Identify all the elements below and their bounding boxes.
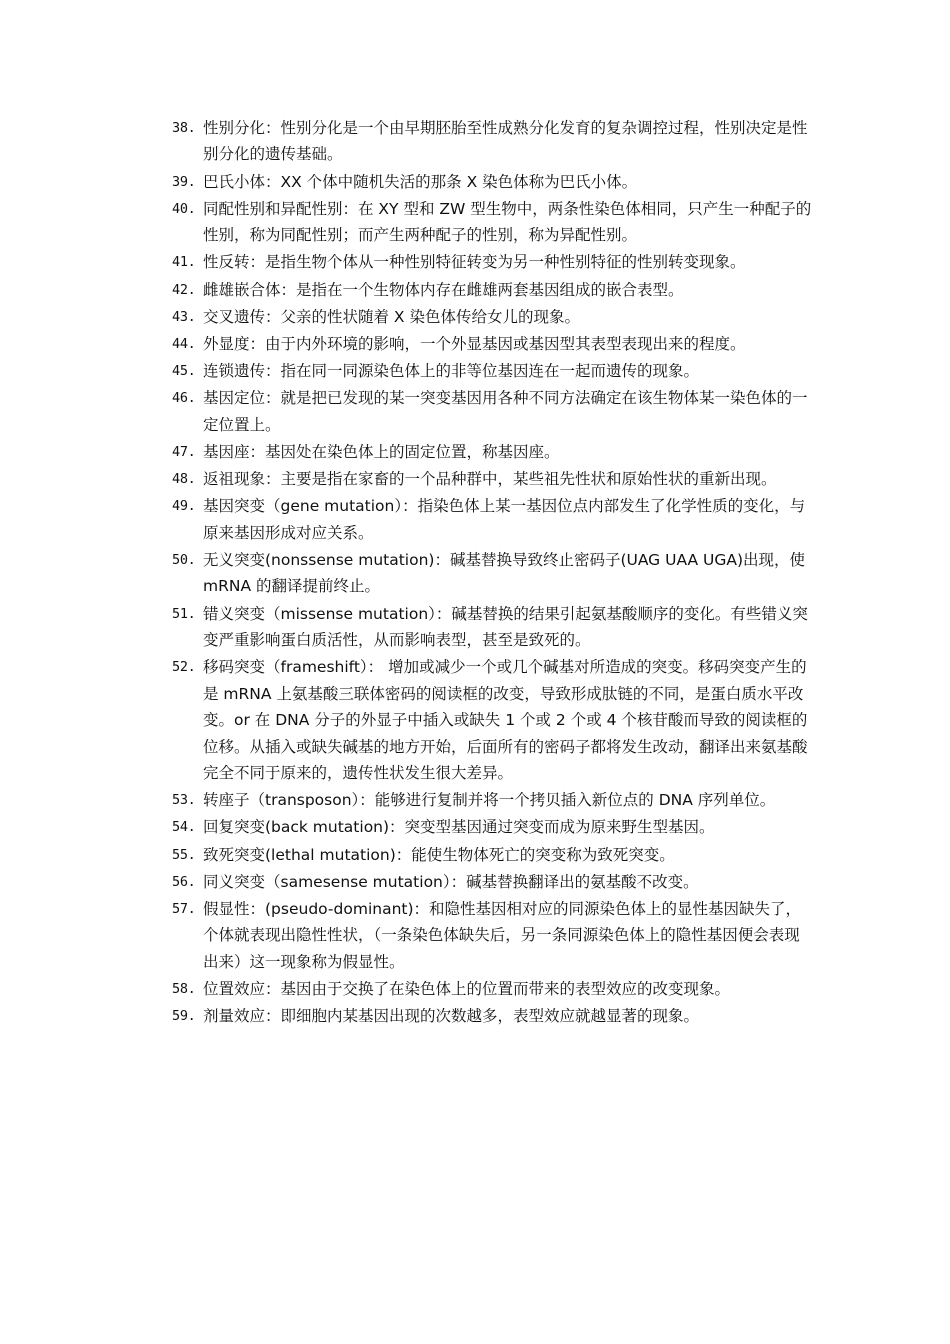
item-number: 49. [172,498,196,515]
item-number: 57. [172,900,196,917]
definition-item [172,169,812,195]
definition-item [172,493,812,546]
item-number: 44. [172,336,196,353]
definition-item [172,358,812,384]
item-text: 转座子（transposon）：能够进行复制并将一个拷贝插入新位点的 DNA 序列单位。 [203,791,776,810]
definition-item [172,115,812,168]
item-text: 移码突变（frameshift）： 增加或减少一个或几个碱基对所造成的突变。移码突变产生的是 mRNA 上氨基酸三联体密码的阅读框的改变，导致形成肽链的不同，是蛋白质水平改变。or 在 DNA 分子的外显子中插入或缺失 1 个或 2 个或 4 个核苷酸而导致的阅读框的位移。从插入或缺失碱基的地方开始，后面所有的密码子都将发生改动，翻译出来氨基酸完全不同于原来的，遗传性状发生很大差异。 [203,658,808,782]
item-text: 性别分化：性别分化是一个由早期胚胎至性成熟分化发育的复杂调控过程，性别决定是性别分化的遗传基础。 [203,119,808,164]
item-number: 53. [172,792,196,809]
definition-item [172,654,812,786]
definition-item [172,331,812,357]
item-text: 巴氏小体：XX 个体中随机失活的那条 X 染色体称为巴氏小体。 [203,172,638,191]
definition-item [172,385,812,438]
item-number: 50. [172,552,196,569]
item-text: 性反转：是指生物个体从一种性别特征转变为另一种性别特征的性别转变现象。 [203,253,746,272]
definition-item [172,439,812,465]
item-number: 40. [172,200,196,217]
item-number: 48. [172,471,196,488]
item-text: 交叉遗传：父亲的性状随着 X 染色体传给女儿的现象。 [203,307,580,326]
item-text: 基因突变（gene mutation）：指染色体上某一基因位点内部发生了化学性质的变化，与原来基因形成对应关系。 [203,497,806,542]
item-number: 42. [172,281,196,298]
item-text: 雌雄嵌合体：是指在一个生物体内存在雌雄两套基因组成的嵌合表型。 [203,280,684,299]
item-text: 剂量效应：即细胞内某基因出现的次数越多，表型效应就越显著的现象。 [203,1007,700,1026]
definition-item [172,976,812,1002]
item-number: 51. [172,605,196,622]
item-number: 39. [172,173,196,190]
item-number: 54. [172,819,196,836]
definition-item [172,814,812,840]
definition-item [172,896,812,975]
item-number: 55. [172,846,196,863]
item-number: 43. [172,308,196,325]
item-number: 45. [172,363,196,380]
definition-item [172,466,812,492]
item-number: 38. [172,120,196,136]
item-text: 假显性：(pseudo-dominant)：和隐性基因相对应的同源染色体上的显性基因缺失了，个体就表现出隐性性状，（一条染色体缺失后，另一条同源染色体上的隐性基因便会表现出来）这一现象称为假显性。 [203,899,802,971]
definition-item [172,842,812,868]
item-text: 无义突变(nonssense mutation)：碱基替换导致终止密码子(UAG UAA UGA)出现，使 mRNA 的翻译提前终止。 [203,551,806,596]
item-text: 回复突变(back mutation)：突变型基因通过突变而成为原来野生型基因。 [203,818,715,837]
definition-list [172,115,812,1030]
item-text: 返祖现象：主要是指在家畜的一个品种群中，某些祖先性状和原始性状的重新出现。 [203,470,777,489]
definition-item [172,196,812,249]
item-text: 同配性别和异配性别：在 XY 型和 ZW 型生物中，两条性染色体相同，只产生一种配子的性别，称为同配性别；而产生两种配子的性别，称为异配性别。 [203,199,812,245]
item-number: 52. [172,659,196,676]
item-number: 41. [172,254,196,271]
definition-item [172,869,812,895]
definition-item [172,304,812,330]
item-text: 基因定位：就是把已发现的某一突变基因用各种不同方法确定在该生物体某一染色体的一定位置上。 [203,389,808,434]
definition-item [172,601,812,654]
definition-item [172,1003,812,1029]
item-number: 58. [172,980,196,997]
item-number: 56. [172,873,196,890]
item-text: 外显度：由于内外环境的影响，一个外显基因或基因型其表型表现出来的程度。 [203,335,746,354]
item-text: 同义突变（samesense mutation）：碱基替换翻译出的氨基酸不改变。 [203,872,699,891]
definition-item [172,277,812,303]
item-text: 致死突变(lethal mutation)：能使生物体死亡的突变称为致死突变。 [203,845,675,864]
item-text: 连锁遗传：指在同一同源染色体上的非等位基因连在一起而遗传的现象。 [203,362,700,381]
definition-item [172,547,812,600]
item-number: 46. [172,390,196,407]
item-text: 位置效应：基因由于交换了在染色体上的位置而带来的表型效应的改变现象。 [203,979,731,998]
item-text: 基因座：基因处在染色体上的固定位置，称基因座。 [203,443,560,462]
item-number: 59. [172,1008,196,1025]
item-text: 错义突变（missense mutation）：碱基替换的结果引起氨基酸顺序的变化。有些错义突变严重影响蛋白质活性，从而影响表型，甚至是致死的。 [203,604,808,650]
definition-item [172,249,812,275]
item-number: 47. [172,444,196,461]
definition-item [172,787,812,813]
